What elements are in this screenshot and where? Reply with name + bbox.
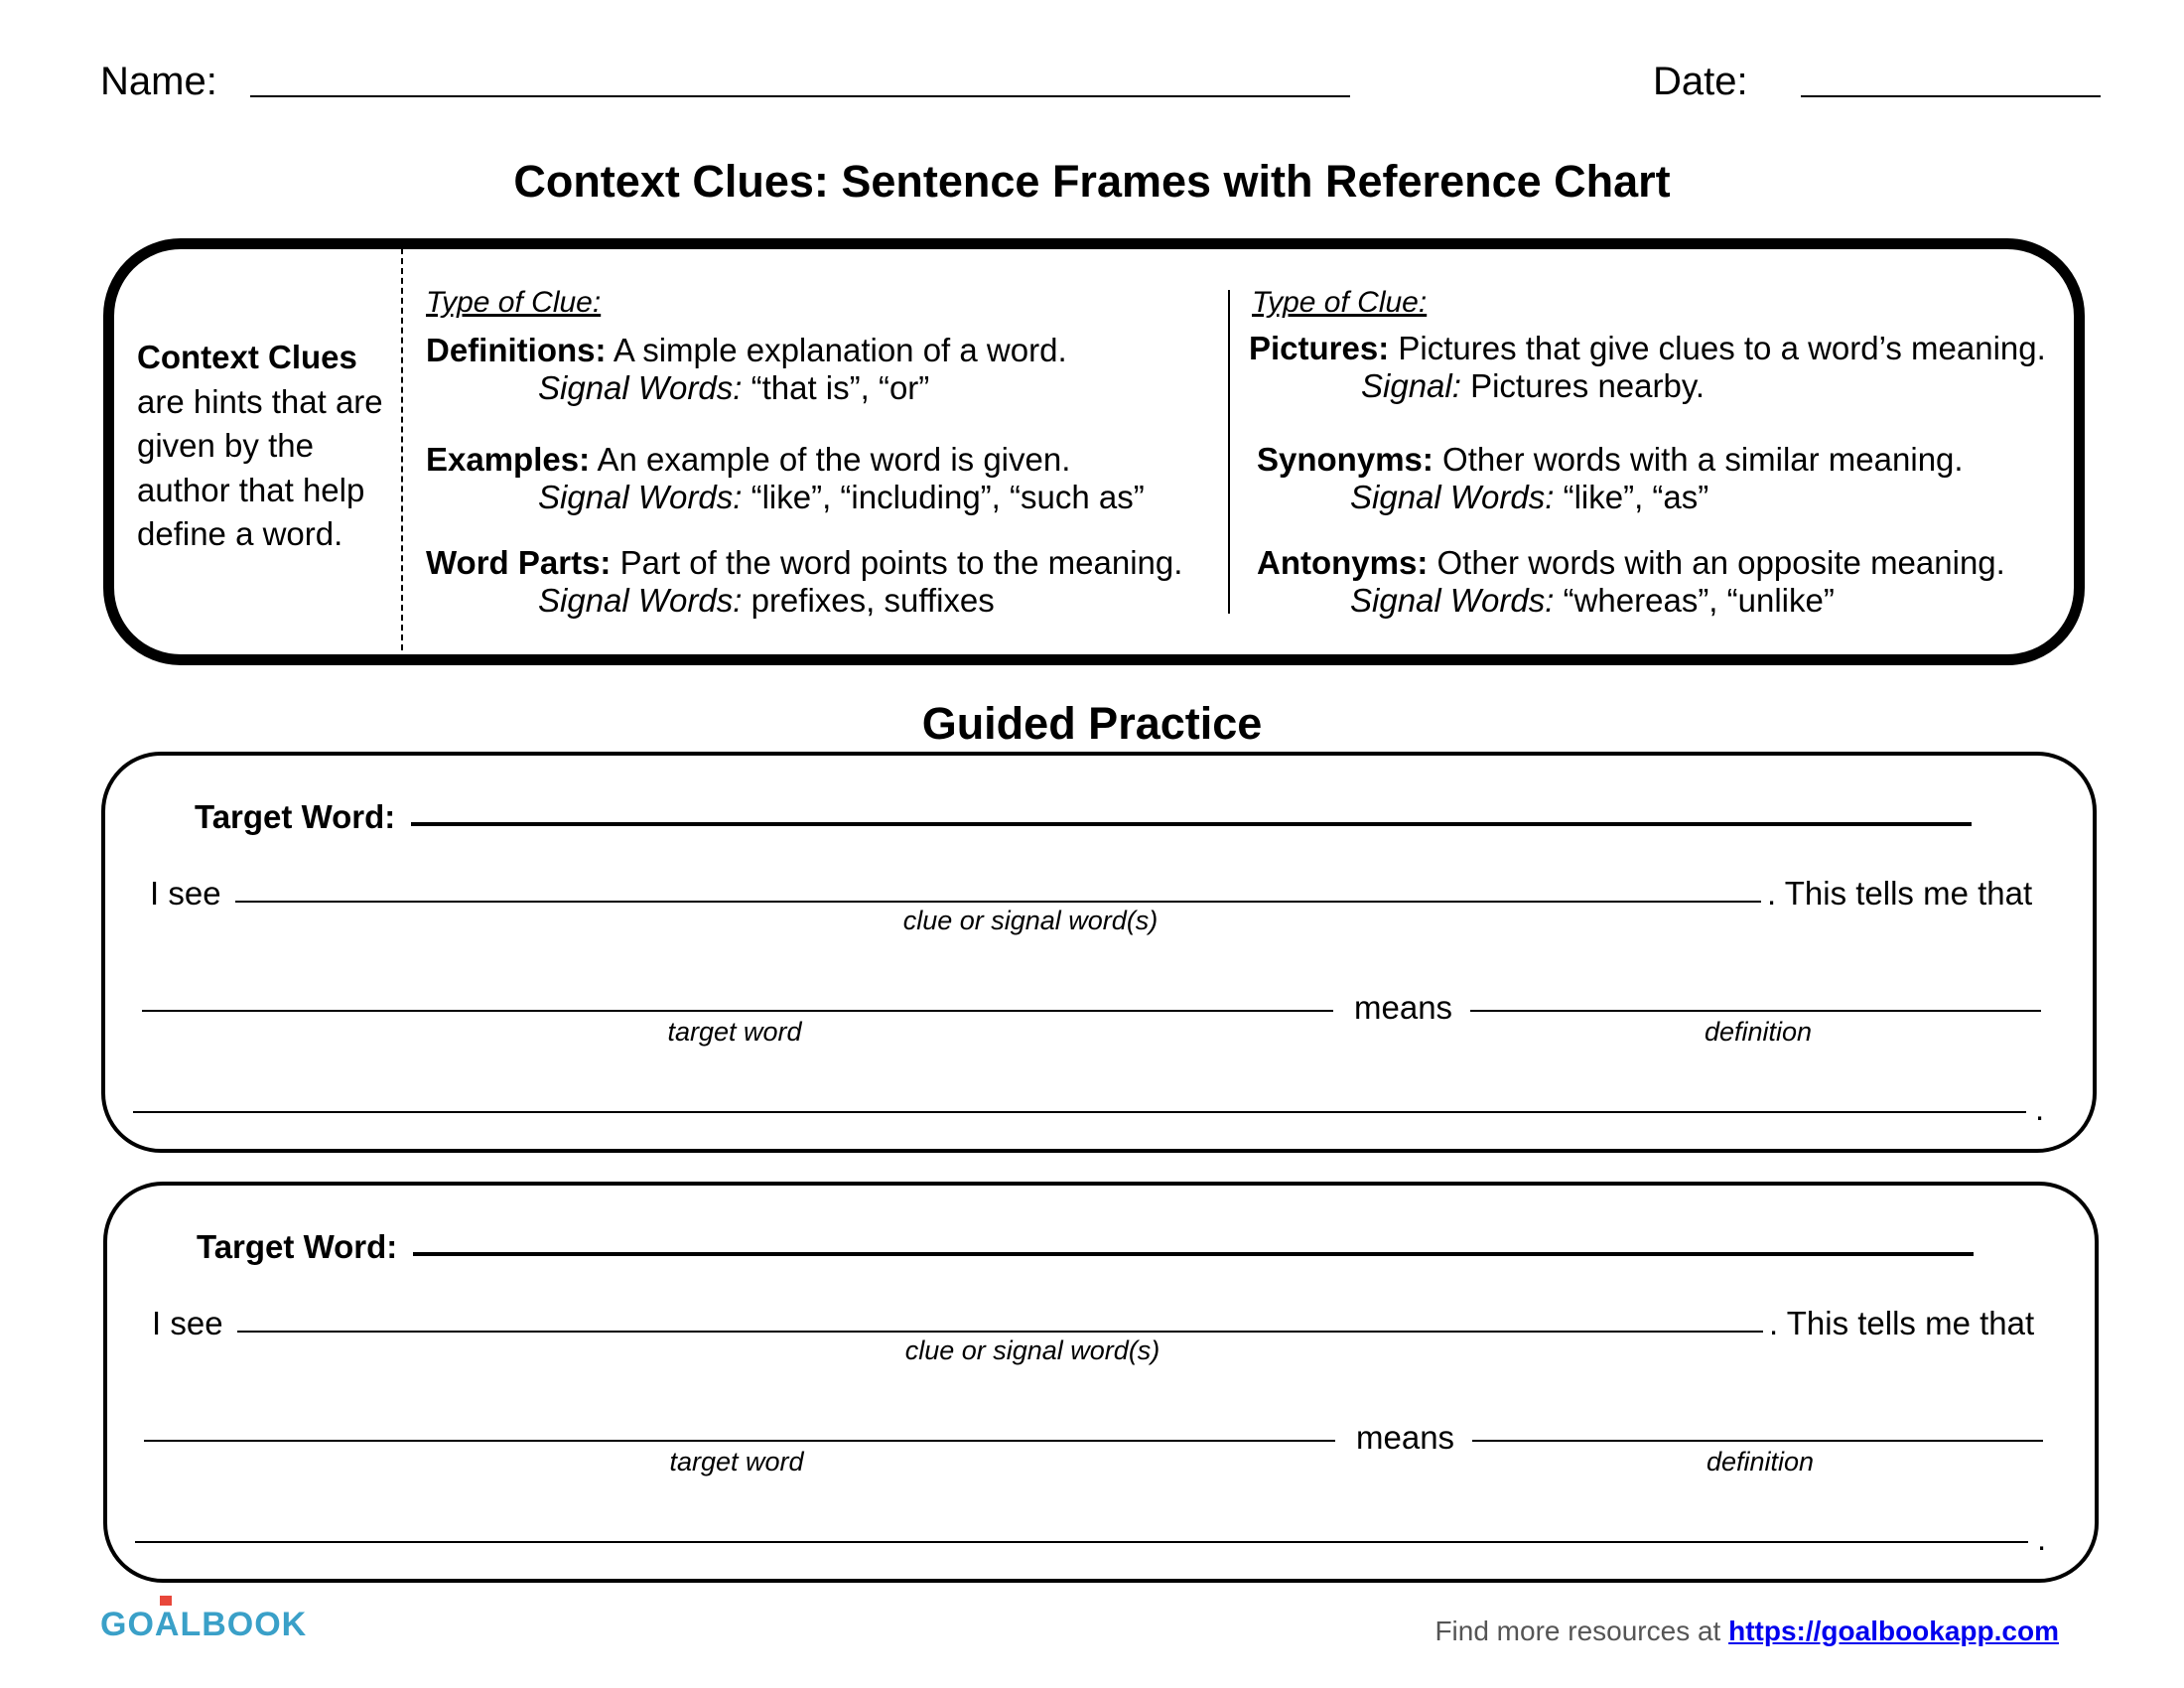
clue-synonyms	[1257, 441, 1964, 479]
clue-field[interactable]	[235, 901, 1761, 903]
meaning-field[interactable]	[133, 1111, 2026, 1113]
clue-antonyms	[1257, 544, 2005, 582]
definition-caption: definition	[1704, 1017, 1813, 1047]
target-word-field[interactable]	[413, 1252, 1974, 1256]
clue-pictures	[1249, 330, 2046, 367]
logo-text: GOALBOOK	[100, 1606, 308, 1643]
clue-desc: A simple explanation of a word.	[613, 332, 1067, 368]
signal-text: “like”, “including”, “such as”	[751, 479, 1145, 515]
signal-label: Signal Words:	[538, 369, 743, 406]
means-label: means	[1356, 1419, 1455, 1456]
clue-caption: clue or signal word(s)	[902, 906, 1159, 935]
date-label: Date:	[1653, 60, 1748, 103]
end-period: .	[2035, 1090, 2045, 1127]
signal-label: Signal Words:	[538, 479, 743, 515]
clue-desc: Pictures that give clues to a word’s meaning.	[1398, 330, 2046, 366]
clue-desc: Part of the word points to the meaning.	[619, 544, 1183, 581]
target-word-caption: target word	[667, 1017, 802, 1047]
end-period: .	[2037, 1520, 2047, 1557]
page-title: Context Clues: Sentence Frames with Reference Chart	[513, 156, 1671, 207]
signal-synonyms	[1350, 479, 1708, 516]
clue-word-parts	[426, 544, 1182, 582]
clue-name: Definitions:	[426, 332, 607, 368]
signal-antonyms	[1350, 582, 1835, 620]
definition-field[interactable]	[1472, 1440, 2043, 1442]
flag-icon	[160, 1596, 172, 1606]
meaning-field[interactable]	[135, 1541, 2028, 1543]
target-word-label: Target Word:	[197, 1228, 398, 1265]
name-field[interactable]	[250, 95, 1350, 97]
practice-frame	[103, 1182, 2099, 1583]
clue-examples	[426, 441, 1070, 479]
right-column-heading: Type of Clue:	[1252, 286, 1428, 319]
signal-text: prefixes, suffixes	[751, 582, 995, 619]
guided-practice-heading: Guided Practice	[921, 698, 1263, 749]
means-label: means	[1354, 989, 1453, 1026]
dashed-divider	[401, 248, 403, 660]
signal-label: Signal Words:	[1350, 582, 1555, 619]
goalbook-link[interactable]: https://goalbookapp.com	[1728, 1616, 2059, 1646]
tells-me-label: . This tells me that	[1769, 1305, 2035, 1341]
signal-examples	[538, 479, 1145, 516]
signal-text: “whereas”, “unlike”	[1563, 582, 1835, 619]
clue-field[interactable]	[237, 1331, 1763, 1333]
clue-name: Antonyms:	[1257, 544, 1429, 581]
target-word-caption: target word	[669, 1447, 804, 1477]
footer-prefix: Find more resources at	[1434, 1616, 1721, 1646]
clue-name: Examples:	[426, 441, 591, 478]
target-word-field[interactable]	[411, 822, 1972, 826]
i-see-label: I see	[152, 1305, 223, 1341]
signal-text: Pictures nearby.	[1470, 367, 1706, 404]
intro-text: are hints that are given by the author that help define a word.	[137, 382, 383, 552]
tells-me-label: . This tells me that	[1767, 875, 2033, 912]
signal-text: “like”, “as”	[1563, 479, 1709, 515]
signal-label: Signal Words:	[1350, 479, 1555, 515]
signal-label: Signal Words:	[538, 582, 743, 619]
name-label: Name:	[100, 60, 217, 103]
signal-word-parts	[538, 582, 995, 620]
target-word-line[interactable]	[142, 1010, 1333, 1012]
clue-desc: Other words with a similar meaning.	[1442, 441, 1964, 478]
clue-name: Synonyms:	[1257, 441, 1433, 478]
signal-label: Signal:	[1361, 367, 1461, 404]
footer-resources	[1434, 1616, 2059, 1647]
intro-title: Context Clues	[137, 339, 357, 375]
signal-pictures	[1361, 367, 1705, 405]
i-see-label: I see	[150, 875, 221, 912]
column-divider	[1228, 290, 1230, 614]
left-column-heading: Type of Clue:	[426, 286, 602, 319]
signal-text: “that is”, “or”	[751, 369, 930, 406]
date-field[interactable]	[1801, 95, 2101, 97]
clue-definitions	[426, 332, 1067, 369]
signal-definitions	[538, 369, 929, 407]
clue-caption: clue or signal word(s)	[904, 1336, 1160, 1365]
target-word-label: Target Word:	[195, 798, 396, 835]
definition-caption: definition	[1706, 1447, 1815, 1477]
definition-field[interactable]	[1470, 1010, 2041, 1012]
practice-frame	[101, 752, 2097, 1153]
clue-name: Word Parts:	[426, 544, 612, 581]
context-clues-intro	[137, 336, 390, 557]
target-word-line[interactable]	[144, 1440, 1335, 1442]
clue-name: Pictures:	[1249, 330, 1390, 366]
goalbook-logo	[100, 1606, 307, 1644]
clue-desc: Other words with an opposite meaning.	[1436, 544, 2005, 581]
clue-desc: An example of the word is given.	[597, 441, 1071, 478]
